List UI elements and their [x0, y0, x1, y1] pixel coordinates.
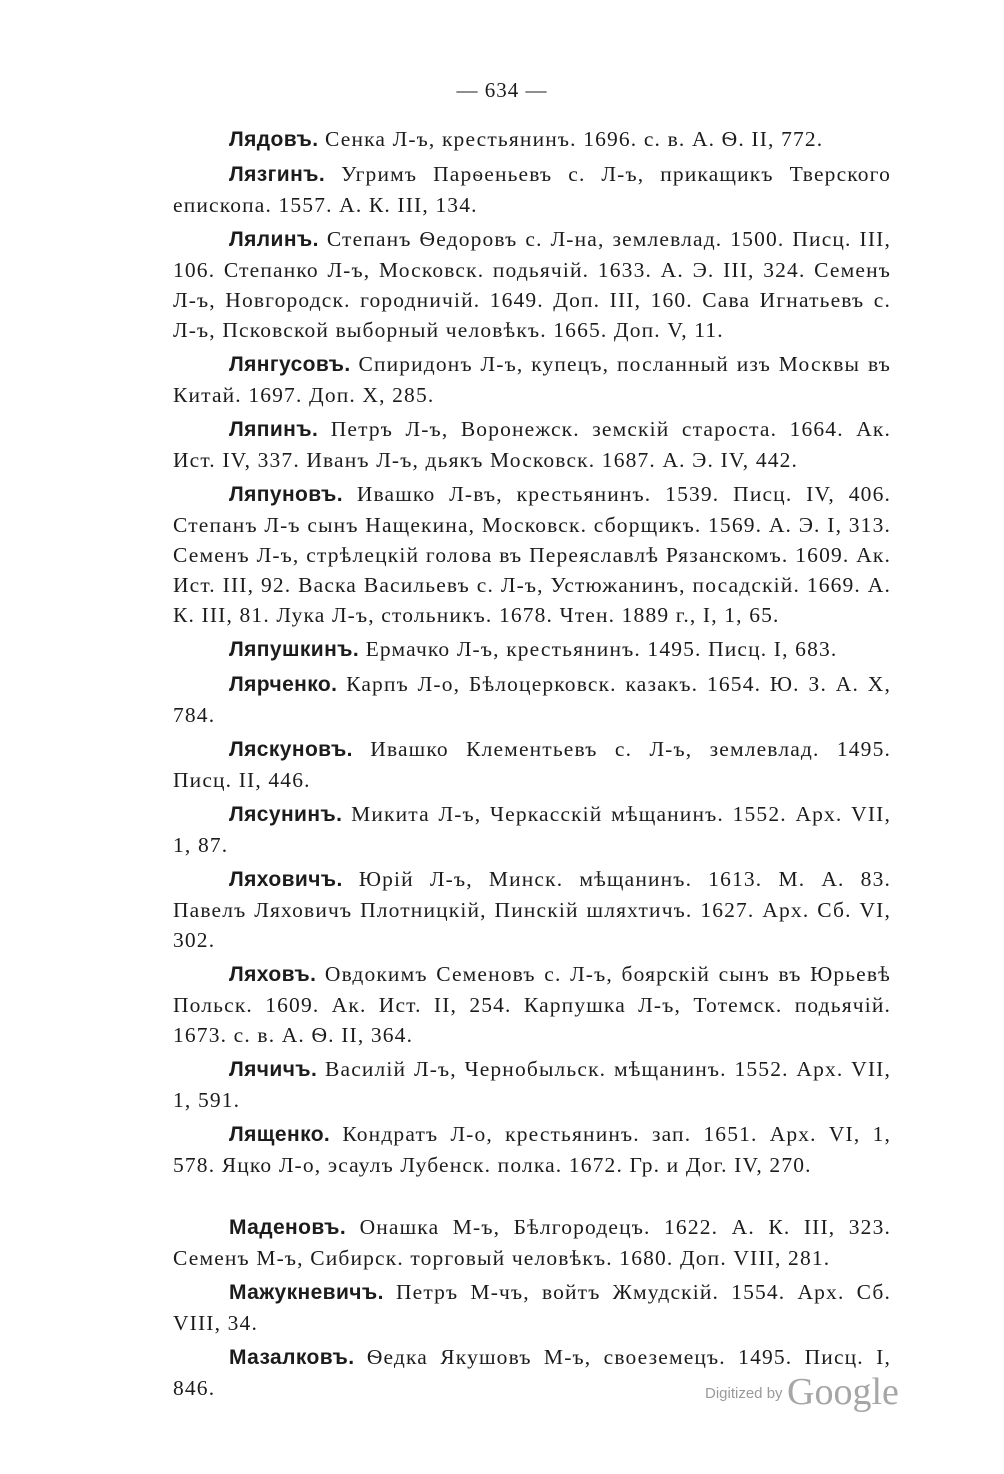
entry-headword: Ляховичъ. — [229, 868, 343, 891]
entry — [173, 414, 891, 475]
entry — [173, 1119, 891, 1180]
entry-text: Ѳедка Якушовъ М-ъ, своеземецъ. 1495. Писц. I, 846. — [173, 1345, 892, 1400]
dictionary-entries — [173, 124, 891, 1407]
entry-text: Ивашко Клементьевъ с. Л-ъ, землевлад. 1495. Писц. II, 446. — [173, 737, 891, 792]
entry-headword: Лялинъ. — [229, 228, 319, 251]
entry — [173, 1212, 891, 1273]
entry-headword: Мажукневичъ. — [229, 1281, 384, 1304]
entry-text: Василій Л-ъ, Чернобыльск. мѣщанинъ. 1552. Арх. VII, 1, 591. — [173, 1057, 891, 1112]
entry-headword: Маденовъ. — [229, 1216, 347, 1239]
entry-headword: Лязгинъ. — [229, 163, 326, 186]
entry-text: Микита Л-ъ, Черкасскій мѣщанинъ. 1552. Арх. VII, 1, 87. — [173, 802, 891, 857]
entry — [173, 634, 891, 665]
entry-text: Петръ М-чъ, войтъ Жмудскій. 1554. Арх. Сб. VIII, 34. — [173, 1280, 891, 1335]
entry-text: Ермачко Л-ъ, крестьянинъ. 1495. Писц. I, 683. — [365, 637, 838, 661]
entry-headword: Ляховъ. — [229, 963, 317, 986]
entry-headword: Лященко. — [229, 1123, 331, 1146]
entry-text: Юрій Л-ъ, Минск. мѣщанинъ. 1613. М. А. 83. Павелъ Ляховичъ Плотницкій, Пинскій шляхтичъ. 1627. Арх. Сб. VI, 302. — [173, 867, 891, 952]
entry — [173, 159, 891, 220]
google-logo: Google — [787, 1371, 899, 1413]
watermark-prefix: Digitized by — [705, 1385, 783, 1402]
entry — [173, 734, 891, 795]
entry — [173, 479, 891, 630]
section-divider — [173, 1184, 891, 1212]
page-number: — 634 — — [456, 78, 548, 102]
entry-headword: Ляскуновъ. — [229, 738, 353, 761]
digitized-watermark — [705, 1370, 899, 1414]
entry — [173, 799, 891, 860]
entry — [173, 224, 891, 345]
entry — [173, 669, 891, 730]
entry-text: Сенка Л-ъ, крестьянинъ. 1696. с. в. А. Ѳ. II, 772. — [325, 127, 824, 151]
entry — [173, 349, 891, 410]
entry-headword: Лячичъ. — [229, 1058, 318, 1081]
entry-text: Степанъ Ѳедоровъ с. Л-на, землевлад. 1500. Писц. III, 106. Степанко Л-ъ, Московск. подьячій. 1633. А. Э. III, 324. Семенъ Л-ъ, Новгородск. городничій. 1649. Доп. III, 160. Сава Игнатьевъ с. Л-ъ, Псковской выборный человѣкъ. 1665. Доп. V, 11. — [173, 227, 891, 342]
entry — [173, 864, 891, 955]
entry — [173, 959, 891, 1050]
entry — [173, 1054, 891, 1115]
entry-headword: Мазалковъ. — [229, 1346, 355, 1369]
entry-text: Спиридонъ Л-ъ, купецъ, посланный изъ Москвы въ Китай. 1697. Доп. X, 285. — [173, 352, 891, 407]
entry-text: Карпъ Л-о, Бѣлоцерковск. казакъ. 1654. Ю. З. А. X, 784. — [173, 672, 891, 727]
entry — [173, 1277, 891, 1338]
entry-text: Кондратъ Л-о, крестьянинъ. зап. 1651. Арх. VI, 1, 578. Яцко Л-о, эсаулъ Лубенск. полка. 1672. Гр. и Дог. IV, 270. — [173, 1122, 891, 1177]
entry-headword: Лядовъ. — [229, 128, 319, 151]
entry-text: Угримъ Парѳеньевъ с. Л-ъ, прикащикъ Тверского епископа. 1557. А. К. III, 134. — [173, 162, 891, 217]
entry-text: Ивашко Л-въ, крестьянинъ. 1539. Писц. IV, 406. Степанъ Л-ъ сынъ Нащекина, Московск. сборщикъ. 1569. А. Э. I, 313. Семенъ Л-ъ, стрѣлецкій голова въ Переяславлѣ Рязанскомъ. 1609. Ак. Ист. III, 92. Васка Васильевъ с. Л-ъ, Устюжанинъ, посадскій. 1669. А. К. III, 81. Лука Л-ъ, стольникъ. 1678. Чтен. 1889 г., I, 1, 65. — [173, 482, 891, 627]
entry-text: Овдокимъ Семеновъ с. Л-ъ, боярскій сынъ въ Юрьевѣ Польск. 1609. Ак. Ист. II, 254. Карпушка Л-ъ, Тотемск. подьячій. 1673. с. в. А. Ѳ. II, 364. — [173, 962, 891, 1047]
entry-text: Онашка М-ъ, Бѣлгородецъ. 1622. А. К. III, 323. Семенъ М-ъ, Сибирск. торговый человѣкъ. 1680. Доп. VIII, 281. — [173, 1215, 891, 1270]
entry-headword: Лянгусовъ. — [229, 353, 351, 376]
entry-headword: Лясунинъ. — [229, 803, 343, 826]
entry-headword: Ляпуновъ. — [229, 483, 343, 506]
entry-text: Петръ Л-ъ, Воронежск. земскій староста. 1664. Ак. Ист. IV, 337. Иванъ Л-ъ, дьякъ Московск. 1687. А. Э. IV, 442. — [173, 417, 891, 472]
entry-headword: Ляпинъ. — [229, 418, 319, 441]
entry-headword: Ляпушкинъ. — [229, 638, 360, 661]
entry — [173, 124, 891, 155]
entry-headword: Лярченко. — [229, 673, 338, 696]
